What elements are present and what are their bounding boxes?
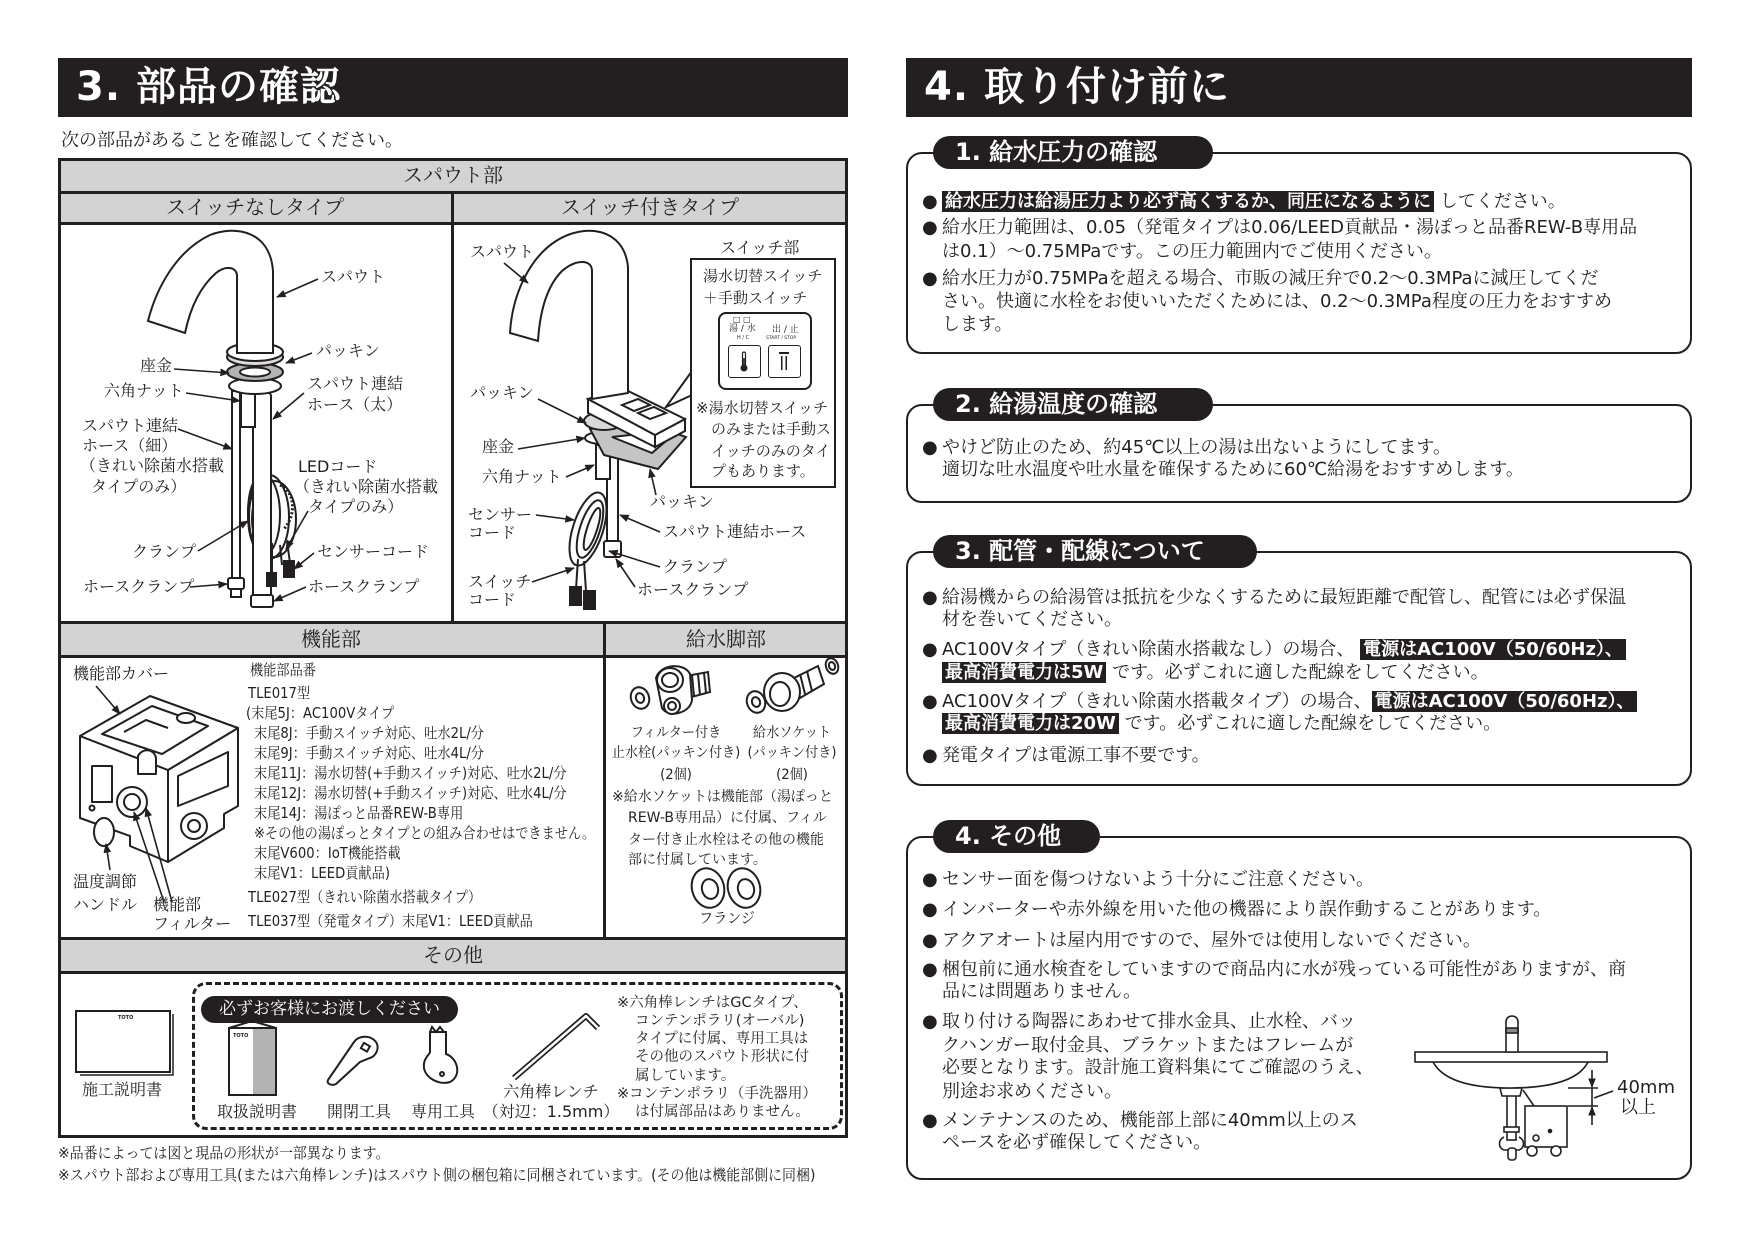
model-line: 末尾9J：手動スイッチ対応、吐水4L/分 [254,744,484,762]
hex-wrench-label-line1: 六角棒レンチ [503,1082,599,1101]
label-switch-cord-line1: スイッチ [468,572,532,591]
text-segment: 給湯機からの給湯管は抵抗を少なくするために最短距離で配管し、配管には必ず保温 [942,587,1626,608]
stop-valve-label-line3: (2個) [660,767,692,783]
bullet-line [922,1110,1358,1132]
table-divider [58,655,848,658]
switch-note-line3: イッチのみのタイ [711,442,831,460]
label-packing-upper: パッキン [470,383,534,402]
clearance-dimension: 40mm [1617,1077,1675,1098]
start-stop-sub: START / STOP [766,336,797,341]
model-line: TLE027型（きれい除菌水搭載タイプ） [248,888,482,906]
parts-table [58,158,848,1138]
part-number-heading: 機能部品番 [250,661,317,679]
other-section-header: その他 [58,938,848,972]
bullet-line [922,899,1551,921]
bullet-icon: ● [922,745,938,766]
label-packing-lower: パッキン [650,492,714,511]
piping-wiring-heading: 3. 配管・配線について [933,535,1257,568]
hot-cold-button [728,345,761,378]
flange-label: フランジ [698,909,756,927]
model-line: 末尾14J：湯ぽっと品番REW-B専用 [254,804,464,822]
continuation-line: ペースを必ず確保してください。 [942,1132,1212,1153]
label-hose-thin-line2: ホース（細） [82,436,178,455]
other-note-line1: ※六角棒レンチはGCタイプ、 [617,995,808,1011]
bullet-icon: ● [922,899,938,920]
indicator-lamps: □ □ [733,315,751,324]
text-segment: インバーターや赤外線を用いた他の機器により誤作動することがあります。 [942,899,1552,920]
spout-section-header: スパウト部 [58,158,848,192]
continuation-line: クハンガー取付金具、ブラケットまたはフレームが [942,1035,1354,1056]
bullet-icon: ● [922,437,938,458]
intro-text: 次の部品があることを確認してください。 [61,130,403,151]
label-clamp: クランプ [132,542,197,561]
label-washer: 座金 [140,356,173,375]
label-sensor-cord-line1: センサー [468,505,533,524]
bullet-line [922,1011,1356,1033]
continuation-line: します。 [942,314,1013,335]
bullet-icon: ● [922,930,938,951]
text-segment: やけど防止のため、約45℃以上の湯は出ないようにしてます。 [942,437,1451,458]
bullet-line [922,437,1451,459]
start-stop-label: 出 / 止 [772,325,799,335]
hot-cold-sub: H / C [737,335,750,341]
bullet-icon: ● [922,1110,938,1131]
other-notes-heading: 4. その他 [933,820,1100,853]
feed-section-header: 給水脚部 [604,622,848,656]
continuation-line: 品には問題ありません。 [942,981,1142,1002]
bullet-line [922,930,1481,952]
table-divider [451,192,454,622]
label-temp-handle-line2: ハンドル [73,895,138,914]
switch-type-line2: ＋手動スイッチ [703,289,808,307]
label-hose-thick-line2: ホース（太） [307,395,403,414]
handover-title-badge: 必ずお客様にお渡しください [201,996,458,1023]
faucet-icon [769,346,799,376]
text-segment: です。必ずこれに適した配線をしてください。 [1118,713,1502,734]
open-close-tool-label: 開閉工具 [326,1102,392,1121]
label-filter-line2: フィルター [153,914,232,933]
section-title-parts-check: 3. 部品の確認 [58,58,848,117]
table-divider [603,622,606,938]
bullet-line [922,191,1566,213]
other-note-line5: 属しています。 [635,1068,736,1084]
model-line: TLE037型（発電タイプ）末尾V1：LEED貢献品 [248,912,533,930]
label-hose-thick-line1: スパウト連結 [307,374,404,393]
feed-note-line1: ※給水ソケットは機能部（湯ぽっと [612,789,833,805]
label-packing: パッキン [316,341,380,360]
model-line: 末尾8J：手動スイッチ対応、吐水2L/分 [254,724,484,742]
socket-label-line3: (2個) [776,767,808,783]
stop-valve-label-line1: フィルター付き [630,725,722,741]
feed-fittings-cell [604,656,848,938]
switch-panel-callout [690,258,836,488]
bullet-line [922,691,1637,713]
bullet-line [922,745,1210,767]
continuation-line: 材を巻いてください。 [942,609,1122,630]
label-hose-thin-line4: タイプのみ） [91,477,187,496]
text-segment: 取り付ける陶器にあわせて排水金具、止水栓、バッ [942,1011,1356,1032]
footnote-2: ※スパウト部および専用工具(または六角棒レンチ)はスパウト側の梱包箱に同梱されています。(その他は機能部側に同梱) [58,1166,816,1184]
bullet-icon: ● [922,191,938,212]
text-segment: センサー面を傷つけないよう十分にご注意ください。 [942,869,1374,890]
label-led-cord-line1: LEDコード [298,457,378,476]
label-sensor-cord: センサーコード [317,542,430,561]
other-note-line6: ※コンテンポラリ（手洗器用） [617,1086,817,1102]
footnote-1: ※品番によっては図と現品の形状が一部異なります。 [58,1144,390,1162]
label-temp-handle-line1: 温度調節 [73,872,138,891]
label-spout-hose: スパウト連結ホース [663,522,807,541]
user-manual-label: 取扱説明書 [216,1102,298,1121]
switch-note-line2: のみまたは手動ス [711,420,832,438]
water-pressure-heading: 1. 給水圧力の確認 [933,136,1213,169]
bullet-icon: ● [922,268,938,289]
function-unit-cell [58,656,604,938]
bullet-icon: ● [922,691,938,712]
bullet-icon: ● [922,869,938,890]
bullet-icon: ● [922,639,938,660]
label-hose-clamp-left: ホースクランプ [83,577,195,596]
label-switch-cord-line2: コード [468,590,517,609]
bullet-icon: ● [922,1011,938,1032]
install-manual-label: 施工説明書 [81,1080,163,1099]
highlight-text: 電源はAC100V（50/60Hz）、 [1360,639,1626,660]
label-hex-nut: 六角ナット [104,381,184,400]
text-segment: してください。 [1434,191,1566,212]
brand-mark: TOTO [118,1015,134,1021]
label-sensor-cord-line2: コード [468,523,517,542]
continuation-line [942,713,1501,735]
model-line: TLE017型 [248,684,311,702]
continuation-line: 必要となります。設計施工資料集にてご確認のうえ、 [942,1057,1374,1078]
model-line: 末尾12J：湯水切替(+手動スイッチ)対応、吐水4L/分 [254,784,567,802]
text-segment: 梱包前に通水検査をしていますので商品内に水が残っている可能性がありますが、商 [942,959,1626,980]
feed-note-line4: 部に付属しています。 [628,852,767,868]
model-line: (末尾5J：AC100Vタイプ [246,704,395,722]
label-hose-clamp-right: ホースクランプ [308,577,420,596]
text-segment: です。必ずこれに適した配線をしてください。 [1106,662,1489,683]
section-title-before-install: 4. 取り付け前に [906,58,1692,117]
hex-wrench-label-line2: （対辺：1.5mm） [482,1102,620,1121]
label-hose-thin-line1: スパウト連結 [82,416,179,435]
switch-note-line4: プもあります。 [711,462,815,480]
socket-label-line1: 給水ソケット [752,725,832,741]
switch-panel-title: スイッチ部 [720,238,800,257]
hot-water-temp-heading: 2. 給湯温度の確認 [933,388,1213,421]
other-note-line3: タイプに付属、専用工具は [635,1031,809,1047]
label-washer: 座金 [482,437,515,456]
text-segment: 給水圧力が0.75MPaを超える場合、市販の減圧弁で0.2～0.3MPaに減圧してくだ [942,268,1599,289]
bullet-icon: ● [922,959,938,980]
bullet-line [922,639,1626,661]
model-line: 末尾11J：湯水切替(+手動スイッチ)対応、吐水2L/分 [254,764,567,782]
socket-label-line2: (パッキン付き) [747,745,837,761]
continuation-line: さい。快適に水栓をお使いいただくためには、0.2～0.3MPa程度の圧力をおすすめ [942,291,1613,312]
bullet-line [922,869,1374,891]
continuation-line: 適切な吐水温度や吐水量を確保するために60℃給湯をおすすめします。 [942,459,1524,480]
label-hose-thin-line3: （きれい除菌水搭載 [80,456,225,475]
table-divider [58,937,848,940]
switch-type-header: スイッチ付きタイプ [452,192,848,223]
thermometer-icon [729,346,759,376]
highlight-text: 電源はAC100V（50/60Hz）、 [1372,691,1638,712]
other-note-line7: は付属部品はありません。 [635,1104,810,1120]
highlight-text: 給水圧力は給湯圧力より必ず高くするか、同圧になるように [942,191,1434,212]
clearance-dimension-note: 以上 [1620,1097,1656,1118]
text-segment: 発電タイプは電源工事不要です。 [942,745,1210,766]
start-stop-button [768,345,801,378]
model-line: 末尾V1：LEED貢献品) [254,864,390,882]
brand-mark: TOTO [233,1033,249,1039]
text-segment: AC100Vタイプ（きれい除菌水搭載タイプ）の場合、 [942,691,1372,712]
other-items-cell [58,972,848,1138]
stop-valve-label-line2: 止水栓(パッキン付き) [611,745,741,761]
text-segment: 給水圧力範囲は、0.05（発電タイプは0.06/LEED貢献品・湯ぽっと品番REW-B専用品 [942,217,1638,238]
switch-type-line1: 湯水切替スイッチ [703,267,823,285]
label-led-cord-line3: タイプのみ） [308,497,404,516]
continuation-line: 別途お求めください。 [942,1081,1122,1102]
other-note-line4: その他のスパウト形状に付 [635,1049,809,1065]
model-line: ※その他の湯ぽっとタイプとの組み合わせはできません。 [254,824,596,842]
function-section-header: 機能部 [58,622,604,656]
highlight-text: 最高消費電力は5W [942,662,1106,683]
table-divider [58,971,848,974]
bullet-icon: ● [922,587,938,608]
switch-note-line1: ※湯水切替スイッチ [696,399,828,417]
bullet-line [922,217,1637,239]
label-spout: スパウト [321,267,386,286]
other-note-line2: コンテンポラリ(オーバル) [635,1013,805,1029]
bullet-icon: ● [922,217,938,238]
label-filter-line1: 機能部 [153,895,202,914]
bullet-line [922,959,1626,981]
bullet-line [922,268,1599,290]
bullet-line [922,587,1626,609]
continuation-line [942,662,1489,684]
feed-note-line3: ター付き止水栓はその他の機能 [628,832,824,848]
continuation-line: は0.1）～0.75MPaです。この圧力範囲内でご使用ください。 [942,241,1442,262]
label-hex-nut: 六角ナット [482,467,562,486]
hot-cold-label: 湯 / 水 [729,324,756,334]
label-hose-clamp: ホースクランプ [637,580,749,599]
text-segment: メンテナンスのため、機能部上部に40mm以上のス [942,1110,1358,1131]
text-segment: AC100Vタイプ（きれい除菌水搭載なし）の場合、 [942,639,1355,660]
feed-note-line2: REW-B専用品）に付属、フィル [628,810,827,826]
text-segment: アクアオートは屋内用ですので、屋外では使用しないでください。 [942,930,1481,951]
label-spout: スパウト [470,242,535,261]
label-clamp: クランプ [663,557,728,576]
label-function-cover: 機能部カバー [73,664,170,683]
label-led-cord-line2: （きれい除菌水搭載 [294,477,439,496]
switch-spout-cell [452,223,848,622]
model-line: 末尾V600：IoT機能搭載 [254,844,401,862]
switch-panel [718,312,812,390]
special-tool-label: 専用工具 [410,1102,476,1121]
no-switch-spout-cell [58,223,452,622]
no-switch-type-header: スイッチなしタイプ [58,192,452,223]
highlight-text: 最高消費電力は20W [942,713,1119,734]
